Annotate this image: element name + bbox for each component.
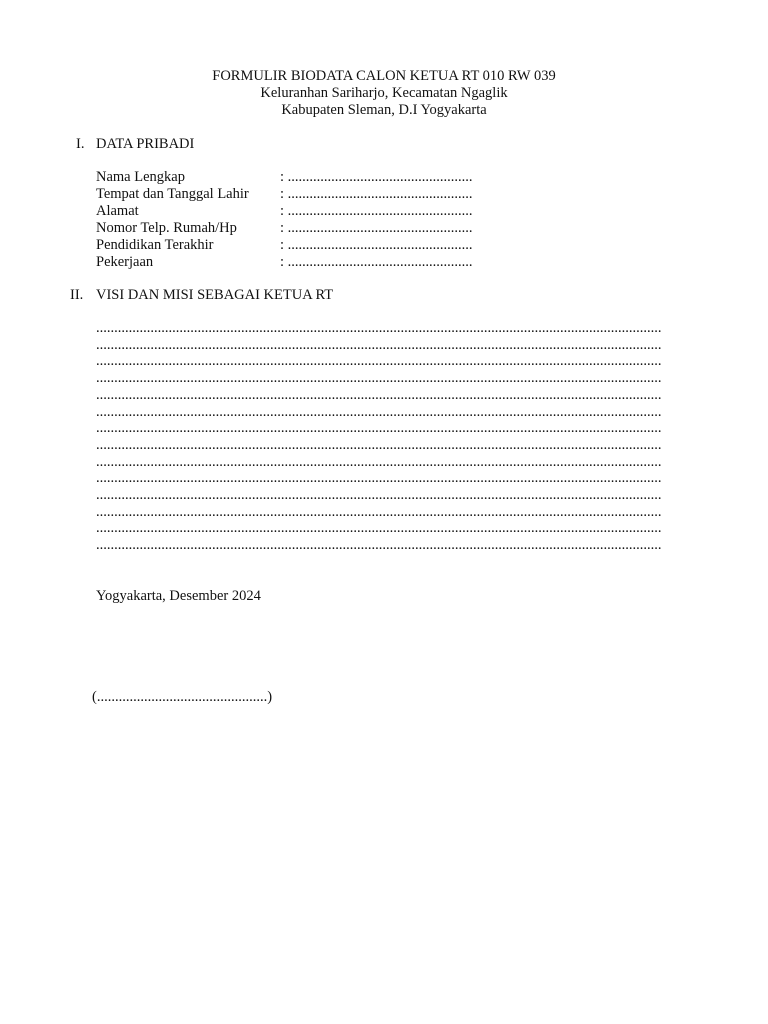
personal-data-fields xyxy=(96,169,473,271)
section-2-title: VISI DAN MISI SEBAGAI KETUA RT xyxy=(96,287,334,303)
dotted-line: ............................................................................................................................................................ xyxy=(96,537,662,554)
field-blank: : ................................................... xyxy=(280,237,473,253)
dotted-line: ............................................................................................................................................................ xyxy=(96,420,662,437)
dotted-line: ............................................................................................................................................................ xyxy=(96,386,662,403)
header-subtitle-kabupaten: Kabupaten Sleman, D.I Yogyakarta xyxy=(281,102,487,118)
field-label: Pendidikan Terakhir xyxy=(96,237,214,253)
field-row-pendidikan xyxy=(96,237,473,254)
dotted-line: ............................................................................................................................................................ xyxy=(96,470,662,487)
section-1-number: I. xyxy=(76,136,85,152)
field-blank: : ................................................... xyxy=(280,203,473,219)
dotted-line: ............................................................................................................................................................ xyxy=(96,436,662,453)
field-row-pekerjaan xyxy=(96,254,473,271)
field-row-telp xyxy=(96,220,473,237)
field-label: Pekerjaan xyxy=(96,254,154,270)
vision-mission-lines xyxy=(96,320,690,554)
place-date: Yogyakarta, Desember 2024 xyxy=(96,588,261,604)
header-subtitle-kelurahan: Keluranhan Sariharjo, Kecamatan Ngaglik xyxy=(260,85,508,101)
dotted-line: ............................................................................................................................................................ xyxy=(96,403,662,420)
field-row-ttl xyxy=(96,186,473,203)
dotted-line: ............................................................................................................................................................ xyxy=(96,520,662,537)
dotted-line: ............................................................................................................................................................ xyxy=(96,503,662,520)
dotted-line: ............................................................................................................................................................ xyxy=(96,353,662,370)
dotted-line: ............................................................................................................................................................ xyxy=(96,370,662,387)
section-2-number: II. xyxy=(70,287,84,303)
field-label: Nama Lengkap xyxy=(96,169,185,185)
field-row-alamat xyxy=(96,203,473,220)
field-label: Alamat xyxy=(96,203,139,219)
dotted-line: ............................................................................................................................................................ xyxy=(96,336,662,353)
field-blank: : ................................................... xyxy=(280,254,473,270)
field-blank: : ................................................... xyxy=(280,186,473,202)
field-label: Nomor Telp. Rumah/Hp xyxy=(96,220,237,236)
section-1-title: DATA PRIBADI xyxy=(96,136,195,152)
dotted-line: ............................................................................................................................................................ xyxy=(96,320,662,336)
dotted-line: ............................................................................................................................................................ xyxy=(96,487,662,504)
field-label: Tempat dan Tanggal Lahir xyxy=(96,186,249,202)
field-blank: : ................................................... xyxy=(280,220,473,236)
document-header xyxy=(0,68,768,119)
field-row-nama xyxy=(96,169,473,186)
dotted-line: ............................................................................................................................................................ xyxy=(96,453,662,470)
form-title: FORMULIR BIODATA CALON KETUA RT 010 RW 039 xyxy=(212,68,556,84)
field-blank: : ................................................... xyxy=(280,169,473,185)
signature-blank: (...............................................) xyxy=(92,689,273,705)
